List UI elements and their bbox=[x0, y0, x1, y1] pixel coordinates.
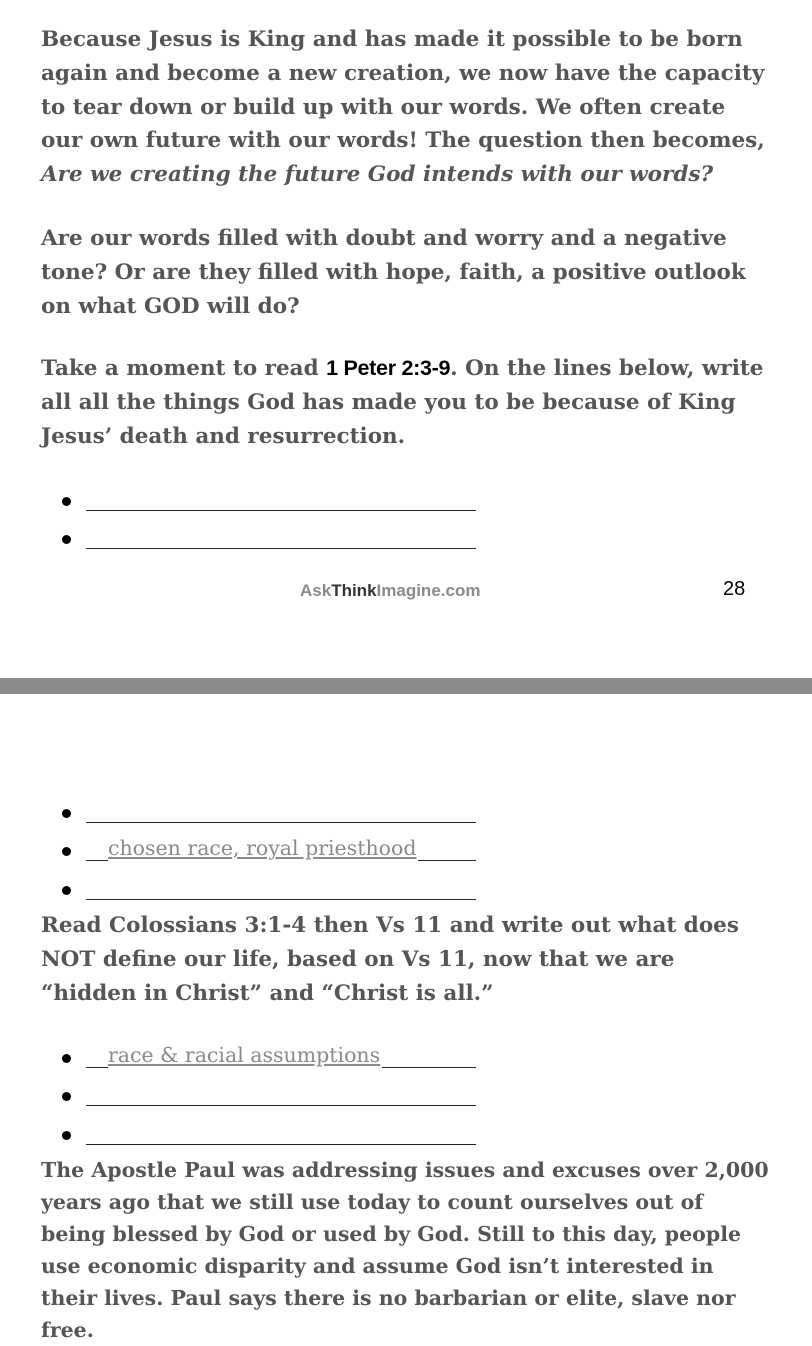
footer-site-ask: Ask bbox=[300, 581, 332, 600]
instruction-before: Take a moment to read bbox=[41, 356, 319, 381]
paragraph-apostle-paul: The Apostle Paul was addressing issues and excuses over 2,000 years ago that we still use today to count ourselves out of being blessed by God or used by God. Still to this day, people use economic disparity and assume God isn’t interested in their lives. Paul says there is no barbarian or elite, slave nor free. bbox=[41, 1158, 769, 1342]
blank-line bbox=[86, 822, 476, 823]
bullet-icon bbox=[62, 1054, 71, 1063]
paragraph-colossians-instruction: Read Colossians 3:1-4 then Vs 11 and write out what does NOT define our life, based on Vs 11, now that we are “hidden in Christ” and “Christ is all.” bbox=[41, 913, 739, 1006]
bullet-icon bbox=[62, 1092, 71, 1101]
blank-line bbox=[86, 899, 476, 900]
blank-line bbox=[86, 548, 476, 549]
blank-line bbox=[86, 510, 476, 511]
bullet-icon bbox=[62, 535, 71, 544]
paragraph-italic-question: Are we creating the future God intends with our words? bbox=[41, 162, 714, 188]
bullet-icon bbox=[62, 1131, 71, 1140]
bullet-icon bbox=[62, 847, 71, 856]
paragraph-read-instruction bbox=[41, 352, 771, 453]
footer-website bbox=[300, 581, 480, 601]
paragraph-text: Because Jesus is King and has made it possible to be born again and become a new creation, we now have the capacity to tear down or build up with our words. We often create our own future with our words! The question then becomes, bbox=[41, 27, 765, 154]
footer-site-think: Think bbox=[331, 581, 377, 600]
paragraph-new-creation bbox=[41, 23, 771, 192]
handwritten-answer: race & racial assumptions bbox=[108, 1043, 381, 1067]
bullet-icon bbox=[62, 886, 71, 895]
footer-site-imagine: Imagine.com bbox=[376, 581, 481, 600]
page-29 bbox=[0, 694, 812, 1342]
instruction-after: . On the lines below, write all all the things God has made you to be because of King Jesus’ death and resurrection. bbox=[41, 356, 764, 449]
bullet-icon bbox=[62, 497, 71, 506]
page-separator bbox=[0, 678, 812, 694]
blank-line bbox=[86, 1105, 476, 1106]
blank-line bbox=[86, 1144, 476, 1145]
bullet-icon bbox=[62, 809, 71, 818]
handwritten-answer: chosen race, royal priesthood bbox=[108, 836, 417, 860]
paragraph-words-question: Are our words filled with doubt and worry and a negative tone? Or are they filled with hope, faith, a positive outlook on what GOD will do? bbox=[41, 226, 746, 319]
page-number: 28 bbox=[723, 578, 746, 600]
scripture-reference: 1 Peter 2:3-9 bbox=[326, 356, 451, 380]
